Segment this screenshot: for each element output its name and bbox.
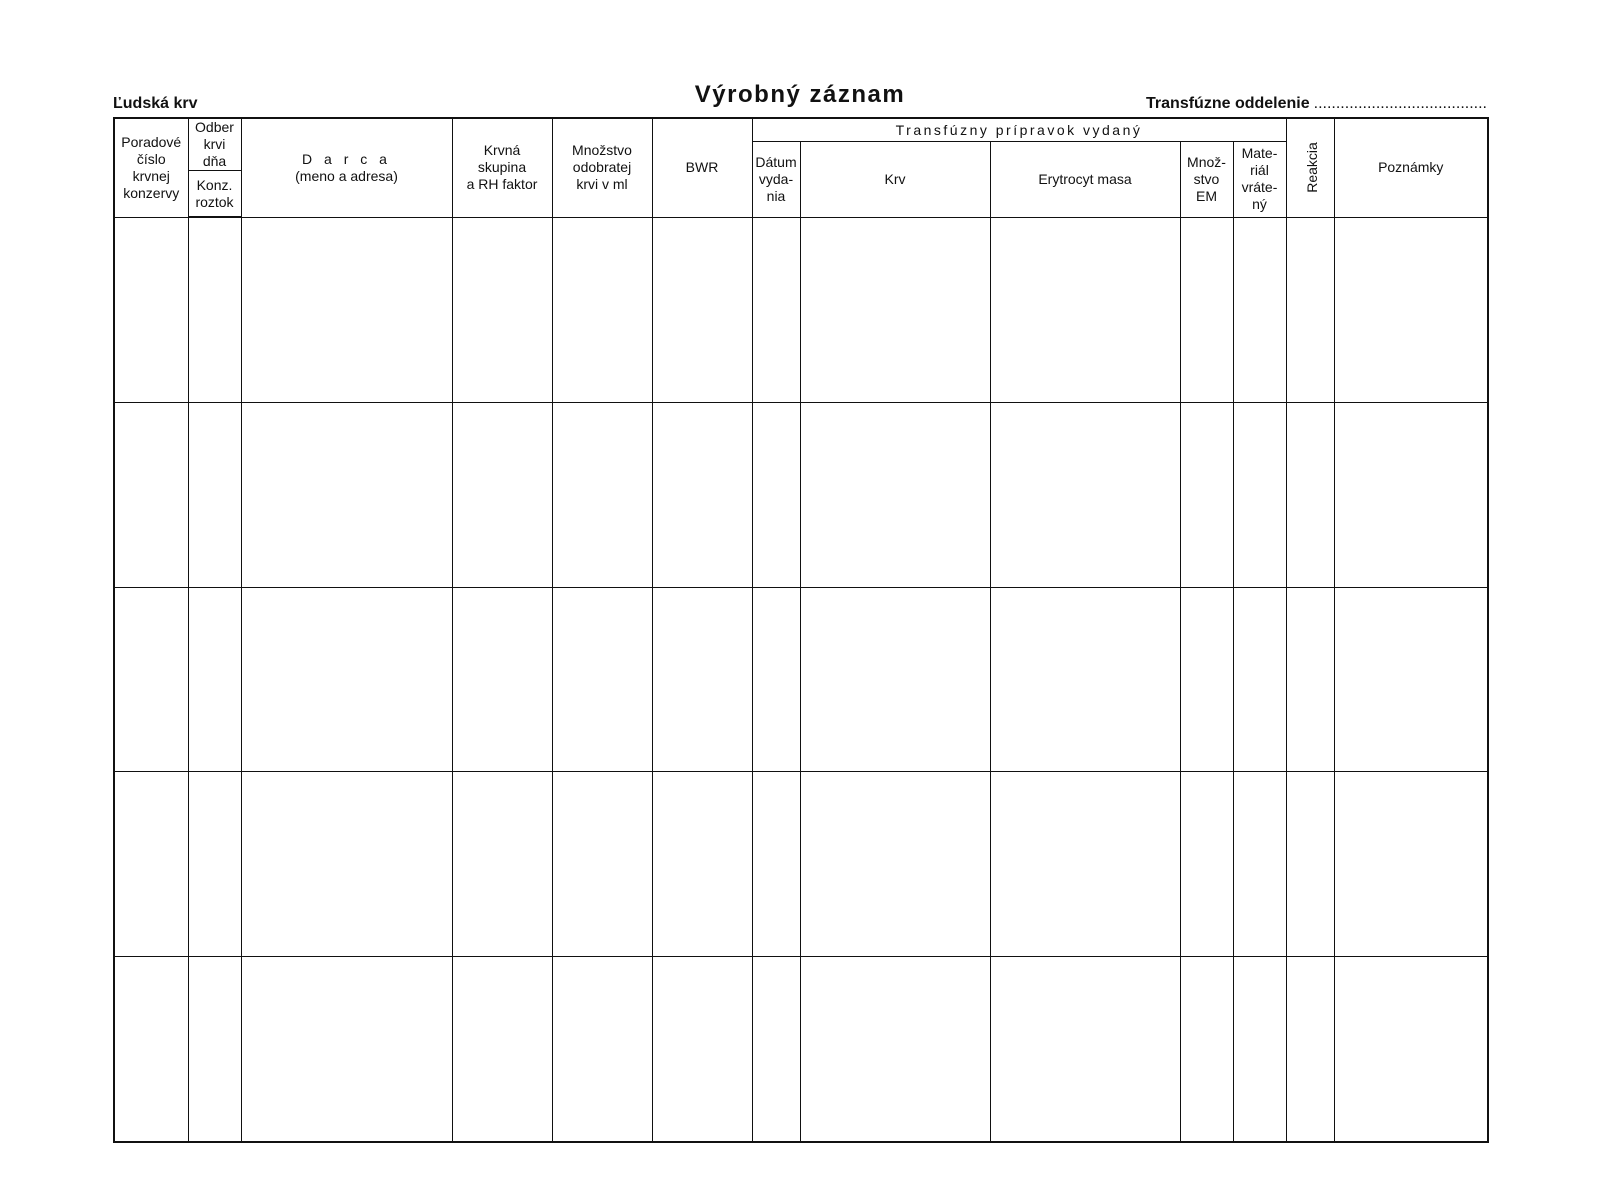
table-cell[interactable] [552, 957, 652, 1142]
header-text: D a r c a [302, 150, 391, 167]
table-cell[interactable] [188, 772, 241, 957]
table-cell[interactable] [1334, 217, 1488, 402]
table-cell[interactable] [114, 772, 188, 957]
header-text: Mate- [1241, 145, 1278, 162]
header-text: Dátum [755, 153, 797, 170]
table-cell[interactable] [114, 957, 188, 1142]
table-cell[interactable] [552, 217, 652, 402]
header-mnozstvo-em [1180, 142, 1233, 218]
table-row [114, 957, 1488, 1142]
table-cell[interactable] [452, 402, 552, 587]
header-text: nia [766, 187, 786, 204]
department-label [1146, 94, 1487, 114]
table-row [114, 402, 1488, 587]
header-text: Poradové [121, 133, 182, 150]
header-text: ný [1252, 196, 1267, 213]
header-text: Množ- [1187, 153, 1226, 170]
header-text: EM [1196, 187, 1217, 204]
table-cell[interactable] [990, 587, 1180, 772]
department-fill-line[interactable]: ....................................... [1313, 95, 1487, 112]
table-cell[interactable] [114, 217, 188, 402]
table-cell[interactable] [241, 957, 452, 1142]
header-text: vráte- [1241, 179, 1278, 196]
table-cell[interactable] [552, 772, 652, 957]
table-cell[interactable] [800, 772, 990, 957]
table-cell[interactable] [1180, 772, 1233, 957]
header-odber-krvi [188, 118, 241, 171]
table-cell[interactable] [1180, 957, 1233, 1142]
table-cell[interactable] [800, 957, 990, 1142]
table-cell[interactable] [1233, 587, 1286, 772]
table-cell[interactable] [241, 402, 452, 587]
header-reakcia [1286, 118, 1334, 217]
header-text: a RH faktor [466, 176, 538, 193]
form-left-label: Ľudská krv [113, 95, 198, 112]
table-row [114, 772, 1488, 957]
table-cell[interactable] [990, 217, 1180, 402]
header-text: číslo [136, 150, 166, 167]
header-text: Konz. [196, 176, 233, 193]
table-cell[interactable] [752, 587, 800, 772]
header-poradove-cislo [114, 118, 188, 217]
table-cell[interactable] [241, 587, 452, 772]
header-text: Reakcia [1303, 142, 1320, 194]
table-cell[interactable] [1286, 772, 1334, 957]
header-text: Odber [195, 119, 234, 135]
table-cell[interactable] [1180, 587, 1233, 772]
table-cell[interactable] [188, 587, 241, 772]
header-text: stvo [1193, 170, 1220, 187]
table-cell[interactable] [990, 772, 1180, 957]
table-cell[interactable] [652, 587, 752, 772]
table-cell[interactable] [1334, 772, 1488, 957]
table-cell[interactable] [1180, 402, 1233, 587]
table-cell[interactable] [188, 957, 241, 1142]
header-text: dňa [202, 153, 227, 169]
table-cell[interactable] [652, 402, 752, 587]
header-darca [241, 118, 452, 217]
table-cell[interactable] [1233, 957, 1286, 1142]
table-cell[interactable] [452, 587, 552, 772]
table-cell[interactable] [452, 217, 552, 402]
table-cell[interactable] [752, 217, 800, 402]
header-poznamky: Poznámky [1334, 118, 1488, 217]
table-cell[interactable] [452, 772, 552, 957]
header-krvna-skupina [452, 118, 552, 217]
table-cell[interactable] [1286, 957, 1334, 1142]
header-text: krvi [203, 136, 226, 152]
table-cell[interactable] [800, 217, 990, 402]
table-cell[interactable] [990, 957, 1180, 1142]
table-cell[interactable] [800, 402, 990, 587]
table-cell[interactable] [1286, 587, 1334, 772]
table-row [114, 217, 1488, 402]
table-cell[interactable] [1233, 217, 1286, 402]
table-body [114, 217, 1488, 1142]
header-text: krvi v ml [576, 176, 628, 193]
header-konz-roztok [188, 171, 241, 218]
table-cell[interactable] [752, 957, 800, 1142]
table-cell[interactable] [114, 402, 188, 587]
table-cell[interactable] [1334, 402, 1488, 587]
table-cell[interactable] [552, 587, 652, 772]
department-label-text: Transfúzne oddelenie [1146, 95, 1310, 112]
header-material-vrateny [1233, 142, 1286, 218]
table-cell[interactable] [241, 772, 452, 957]
table-cell[interactable] [188, 217, 241, 402]
table-cell[interactable] [800, 587, 990, 772]
header-krv: Krv [800, 142, 990, 218]
table-cell[interactable] [114, 587, 188, 772]
table-cell[interactable] [241, 217, 452, 402]
production-record-table [113, 117, 1489, 1143]
header-text: krvnej [132, 167, 170, 184]
header-text: riál [1250, 162, 1269, 179]
header-text: Množstvo [572, 142, 632, 159]
header-mnozstvo-krvi [552, 118, 652, 217]
header-text: odobratej [572, 159, 632, 176]
table-cell[interactable] [652, 957, 752, 1142]
table-cell[interactable] [1233, 772, 1286, 957]
table-cell[interactable] [752, 772, 800, 957]
header-text: skupina [477, 159, 527, 176]
header-text: Krvná [483, 142, 521, 159]
table-cell[interactable] [652, 772, 752, 957]
header-transfuzny-pripravok: Transfúzny prípravok vydaný [752, 118, 1286, 142]
header-text: konzervy [123, 184, 180, 201]
table-header [114, 118, 1488, 217]
header-datum-vydania [752, 142, 800, 218]
table-row [114, 587, 1488, 772]
table-cell[interactable] [1180, 217, 1233, 402]
page-title: Výrobný záznam [694, 81, 906, 108]
table-cell[interactable] [1286, 402, 1334, 587]
table-cell[interactable] [1334, 957, 1488, 1142]
table-cell[interactable] [1233, 402, 1286, 587]
table-cell[interactable] [752, 402, 800, 587]
table-cell[interactable] [1334, 587, 1488, 772]
table-cell[interactable] [652, 217, 752, 402]
table-cell[interactable] [452, 957, 552, 1142]
header-text: (meno a adresa) [295, 167, 398, 184]
header-text: vyda- [758, 170, 794, 187]
table-cell[interactable] [552, 402, 652, 587]
header-text: roztok [195, 193, 234, 210]
header-erytrocyt-masa: Erytrocyt masa [990, 142, 1180, 218]
table-cell[interactable] [188, 402, 241, 587]
table-cell[interactable] [1286, 217, 1334, 402]
header-bwr: BWR [652, 118, 752, 217]
table-cell[interactable] [990, 402, 1180, 587]
